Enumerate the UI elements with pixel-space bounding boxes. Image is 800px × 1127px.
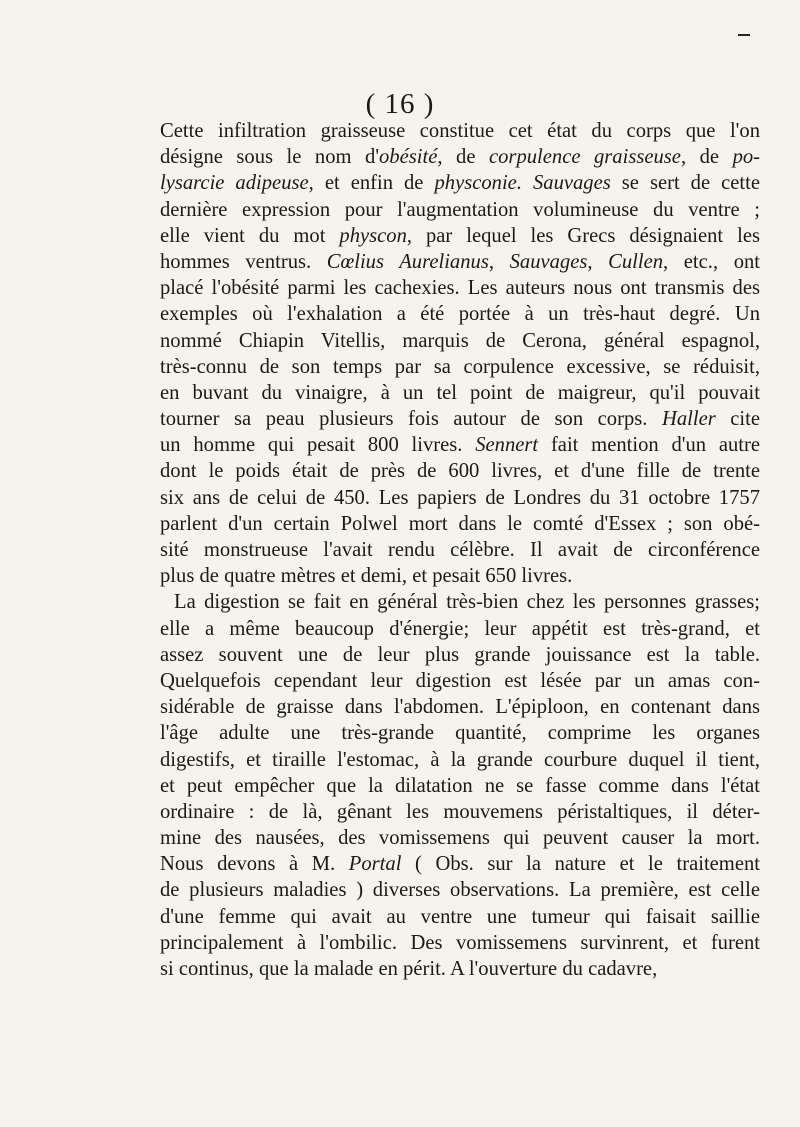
text-run: , de — [437, 146, 489, 169]
text-line — [160, 720, 760, 746]
text-run: de plusieurs maladies ) diverses observations. La première, est celle — [160, 879, 760, 902]
text-line — [160, 170, 760, 196]
italic-text: Portal — [348, 853, 402, 876]
text-run: assez souvent une de leur plus grande jouissance est la table. — [160, 643, 760, 666]
text-run: cite — [715, 408, 761, 431]
text-run: et peut empêcher que la dilatation ne se fasse comme dans l'état — [160, 774, 760, 797]
italic-text: obésité — [379, 146, 438, 169]
text-run: l'âge adulte une très-grande quantité, comprime les organes — [160, 722, 760, 745]
text-line — [160, 249, 760, 275]
text-run: un homme qui pesait 800 livres. — [160, 434, 476, 457]
text-line — [160, 197, 760, 223]
text-line — [160, 118, 760, 144]
text-run: , — [488, 250, 510, 273]
paragraph — [160, 118, 760, 589]
text-run: , etc., ont — [663, 250, 761, 273]
text-line — [160, 458, 760, 484]
text-run: hommes ventrus. — [160, 250, 327, 273]
text-run: Cette infiltration graisseuse constitue cet état du corps que l'on — [160, 120, 760, 142]
text-line — [160, 851, 760, 877]
text-run: Nous devons à M. — [160, 853, 349, 876]
italic-text: Sauvages — [509, 250, 588, 273]
text-line — [160, 956, 760, 982]
page-edge-mark — [738, 34, 750, 36]
text-run: dont le poids était de près de 600 livres, et d'une fille de trente — [160, 460, 760, 483]
text-run: placé l'obésité parmi les cachexies. Les auteurs nous ont transmis des — [160, 277, 760, 300]
italic-text: physcon — [339, 224, 407, 247]
text-run: exemples où l'exhalation a été portée à un très-haut degré. Un — [160, 303, 760, 326]
text-line — [160, 406, 760, 432]
text-line — [160, 563, 760, 589]
text-line — [160, 275, 760, 301]
italic-text: po- — [732, 146, 761, 169]
text-run: elle a même beaucoup d'énergie; leur appétit est très-grand, et — [160, 617, 760, 640]
text-run: mine des nausées, des vomissemens qui peuvent causer la mort. — [160, 827, 760, 850]
text-line — [160, 328, 760, 354]
text-run: très-connu de son temps par sa corpulence excessive, se réduisit, — [160, 355, 760, 378]
text-run: désigne sous le nom d' — [160, 146, 380, 169]
italic-text: corpulence graisseuse — [489, 146, 681, 169]
body-text — [160, 118, 760, 982]
text-run: si continus, que la malade en périt. A l'ouverture du cadavre, — [160, 958, 658, 980]
text-line — [160, 904, 760, 930]
text-line — [160, 432, 760, 458]
text-run: plus de quatre mètres et demi, et pesait 650 livres. — [160, 565, 573, 588]
text-line — [160, 668, 760, 694]
text-run: parlent d'un certain Polwel mort dans le comté d'Essex ; son obé- — [160, 512, 760, 535]
text-run: nommé Chiapin Vitellis, marquis de Cerona, général espagnol, — [160, 329, 760, 352]
italic-text: Cullen — [608, 250, 664, 273]
text-run: , de — [680, 146, 733, 169]
text-run: sidérable de graisse dans l'abdomen. L'épiploon, en contenant dans — [160, 696, 760, 719]
text-run: La digestion se fait en général très-bien chez les personnes grasses; — [174, 591, 760, 614]
text-line — [160, 485, 760, 511]
text-run: six ans de celui de 450. Les papiers de Londres du 31 octobre 1757 — [160, 486, 760, 509]
text-line — [160, 589, 760, 615]
italic-text: Sauvages — [532, 172, 611, 195]
text-run: Quelquefois cependant leur digestion est lésée par un amas con- — [160, 669, 760, 692]
text-line — [160, 930, 760, 956]
text-run: principalement à l'ombilic. Des vomissemens survinrent, et furent — [160, 931, 760, 954]
text-run: elle vient du mot — [160, 224, 340, 247]
paragraph — [160, 589, 760, 982]
text-line — [160, 747, 760, 773]
text-run: ordinaire : de là, gênant les mouvemens péristaltiques, il déter- — [160, 800, 760, 823]
text-line — [160, 773, 760, 799]
text-run — [522, 172, 533, 194]
text-run: tourner sa peau plusieurs fois autour de son corps. — [160, 408, 662, 431]
text-line — [160, 877, 760, 903]
text-line — [160, 537, 760, 563]
italic-text: Haller — [661, 408, 716, 431]
text-line — [160, 144, 760, 170]
text-run: en buvant du vinaigre, à un tel point de maigreur, qu'il pouvait — [160, 381, 760, 404]
text-run: , par lequel les Grecs désignaient les — [406, 224, 760, 247]
text-line — [160, 380, 760, 406]
text-run: , et enfin de — [308, 172, 435, 195]
italic-text: lysarcie adipeuse — [160, 172, 309, 195]
italic-text: physconie. — [434, 172, 522, 195]
page-number: ( 16 ) — [365, 88, 435, 120]
text-line — [160, 694, 760, 720]
text-line — [160, 511, 760, 537]
text-run: dernière expression pour l'augmentation volumineuse du ventre ; — [160, 198, 760, 221]
text-line — [160, 301, 760, 327]
text-run: se sert de cette — [610, 172, 761, 195]
text-run: , — [587, 250, 609, 273]
text-run: fait mention d'un autre — [538, 434, 760, 457]
text-line — [160, 799, 760, 825]
text-line — [160, 616, 760, 642]
text-line — [160, 223, 760, 249]
text-run: d'une femme qui avait au ventre une tumeur qui faisait saillie — [160, 905, 760, 928]
text-run: ( Obs. sur la nature et le traitement — [401, 853, 760, 876]
italic-text: Sennert — [475, 434, 539, 457]
text-line — [160, 354, 760, 380]
text-line — [160, 825, 760, 851]
italic-text: Cœlius Aurelianus — [326, 250, 489, 273]
text-line — [160, 642, 760, 668]
text-run: sité monstrueuse l'avait rendu célèbre. Il avait de circonférence — [160, 539, 760, 561]
text-run: digestifs, et tiraille l'estomac, à la grande courbure duquel il tient, — [160, 748, 760, 771]
